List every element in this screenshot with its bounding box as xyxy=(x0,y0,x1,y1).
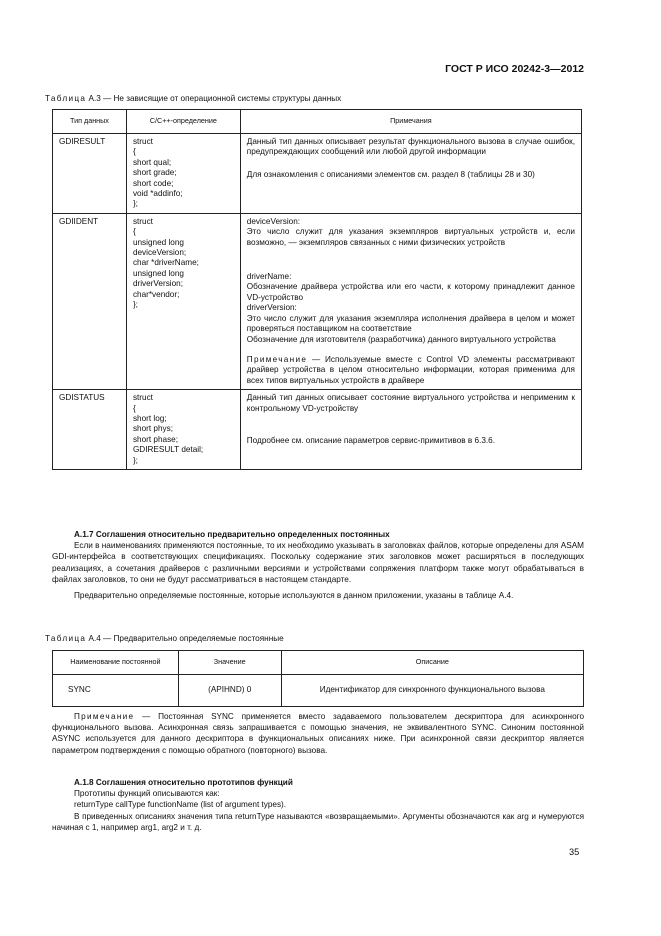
table-row xyxy=(53,134,582,214)
column-header: Значение xyxy=(178,651,281,675)
table-row xyxy=(53,213,582,389)
column-header: Наименование постоянной xyxy=(53,651,179,675)
type-cell: GDIRESULT xyxy=(53,134,127,214)
column-header: Примечания xyxy=(240,110,581,134)
section-a18 xyxy=(52,777,584,833)
column-header: C/C++-определение xyxy=(126,110,240,134)
paragraph: Если в наименованиях применяются постоянные, то их необходимо указывать в заголовках файлов, которые определены для ASAM GDI-интерфейса в соответствующих спецификациях. Поскольку содержание этих заголовков может расширяться в последующих реализациях, а сочетания драйверов с различными версиями и устройствами сопряжения платформ также могут обрабатываться в файлах заголовков, то они не будут рассматриваться в настоящем стандарте. xyxy=(52,541,584,584)
table-row xyxy=(53,390,582,470)
paragraph: Предварительно определяемые постоянные, которые используются в данном приложении, указаны в таблице А.4. xyxy=(74,591,514,601)
table-row xyxy=(53,675,584,707)
definition-cell: struct { short qual; short grade; short code; void *addinfo; }; xyxy=(126,134,240,214)
notes-cell: deviceVersion: Это число служит для указания экземпляров виртуальных устройств и, если возможно, — экземпляров связанных с ними физических устройств driverName: Обозначение драйвера устройства или его части, к которому принадлежит данное VD-устройство driverVersion: Это число служит для указания экземпляра исполнения драйвера в целом и может проверяться поставщиком на соответствие Обозначение для изготовителя (разработчика) данного виртуального устройства Примечание — Используемые вместе с Control VD элементы рассматривают драйвер устройства в целом относительно информации, которая применима для всех типов виртуальных устройств в драйвере xyxy=(240,213,581,389)
table-a3-caption: Таблица А.3 — Не зависящие от операционной системы структуры данных xyxy=(45,94,342,103)
type-cell: GDISTATUS xyxy=(53,390,127,470)
table-a4-caption: Таблица А.4 — Предварительно определяемые постоянные xyxy=(45,634,284,643)
document-header: ГОСТ Р ИСО 20242-3—2012 xyxy=(445,63,584,75)
column-header: Описание xyxy=(281,651,583,675)
page-number: 35 xyxy=(569,847,580,857)
constant-name-cell: SYNC xyxy=(53,675,179,707)
paragraph: returnType callType functionName (list of argument types). xyxy=(74,800,287,810)
value-cell: (APIHND) 0 xyxy=(178,675,281,707)
notes-cell: Данный тип данных описывает состояние виртуального устройства и неприменим к контрольному VD-устройству Подробнее см. описание параметров сервис-примитивов в 6.3.6. xyxy=(240,390,581,470)
definition-cell: struct { unsigned long deviceVersion; char *driverName; unsigned long driverVersion; char*vendor; }; xyxy=(126,213,240,389)
table-a3 xyxy=(52,109,582,470)
type-cell: GDIIDENT xyxy=(53,213,127,389)
paragraph: Прототипы функций описываются как: xyxy=(74,789,220,799)
section-heading: А.1.8 Соглашения относительно прототипов функций xyxy=(74,778,293,787)
paragraph: В приведенных описаниях значения типа returnType называются «возвращаемыми». Аргументы обозначаются как arg и нумеруются начиная с 1, например arg1, arg2 и т. д. xyxy=(52,811,584,832)
description-cell: Идентификатор для синхронного функционального вызова xyxy=(281,675,583,707)
table-a4-note: Примечание — Постоянная SYNC применяется вместо задаваемого пользователем дескриптора для асинхронного функционального вызова. Асинхронная связь запрашивается с помощью значения, не эквивалентного SYNC. Синоним постоянной ASYNC используется для данного дескриптора в функциональных описаниях ниже. При асинхронной связи дескриптор является параметром подтверждения с помощью обратного (повторного) вызова. xyxy=(52,712,584,755)
notes-cell: Данный тип данных описывает результат функционального вызова в случае ошибок, предупреждающих сообщений или любой другой информации Для ознакомления с описаниями элементов см. раздел 8 (таблицы 28 и 30) xyxy=(240,134,581,214)
table-a4 xyxy=(52,650,584,707)
section-heading: А.1.7 Соглашения относительно предварительно определенных постоянных xyxy=(74,530,390,539)
column-header: Тип данных xyxy=(53,110,127,134)
table-note: Примечание — Используемые вместе с Control VD элементы рассматривают драйвер устройства в целом относительно информации, которая применима для всех типов виртуальных устройств в драйвере xyxy=(246,354,575,385)
section-a17 xyxy=(52,529,584,601)
definition-cell: struct { short log; short phys; short phase; GDIRESULT detail; }; xyxy=(126,390,240,470)
